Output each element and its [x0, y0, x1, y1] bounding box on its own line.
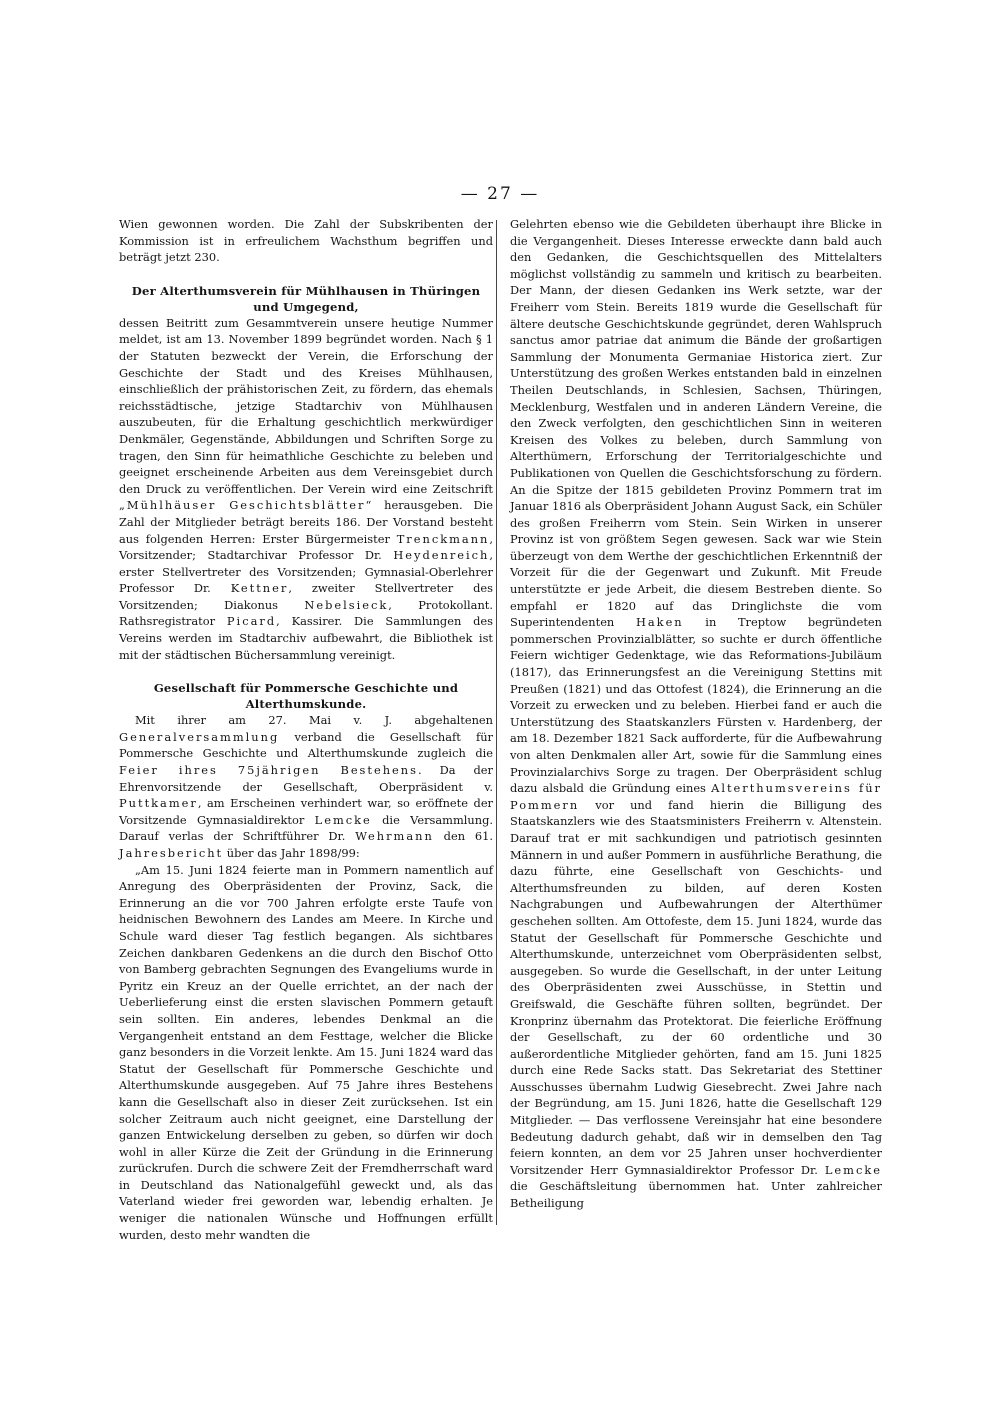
left-column [119, 216, 493, 1243]
text-run: , am Erscheinen verhindert war, so eröffnete der Vorsitzende Gymnasialdirektor [119, 796, 493, 827]
text-run: Gelehrten ebenso wie die Gebildeten überhaupt ihre Blicke in die Vergangenheit. Dieses Interesse erweckte dann bald auch den Gedanken, die Geschichtsquellen des Mittelalters möglichst vollständig zu sammeln und kritisch zu bearbeiten. Der Mann, der diesen Gedanken ins Werk setzte, war der Freiherr vom Stein. Bereits 1819 wurde die Gesellschaft für ältere deutsche Geschichtskunde gegründet, deren Wahlspruch [510, 217, 882, 331]
latin-phrase: Monumenta Germaniae Historica [609, 349, 814, 364]
text-run: die Bände der großartigen Sammlung der [510, 333, 882, 364]
text-run: vor und fand hierin die Billigung des Staatskanzlers wie des Staatsministers Freiherrn v. Altenstein. Darauf trat er mit sachkundigen und patriotisch gesinnten Männern in und außer Pommern in ausführliche Berathung, die dazu führte, eine Gesellschaft von Geschichts- und Alterthumsfreunden zu bilden, auf deren Kosten Nachgrabungen und Aufbewahrungen der Alterthümer geschehen sollten. Am Ottofeste, dem 15. Juni 1824, wurde das Statut der Gesellschaft für Pommersche Geschichte und Alterthumskunde, unterzeichnet vom Oberpräsidenten selbst, ausgegeben. So wurde die Gesellschaft, in der unter Leitung des Oberpräsidenten zwei Ausschüsse, in Stettin und Greifswald, die Geschäfte führen sollten, begründet. Der Kronprinz übernahm das Protektorat. Die feierliche Eröffnung der Gesellschaft, zu der 60 ordentliche und 30 außerordentliche Mitglieder gehörten, fand am 15. Juni 1825 durch eine Rede Sacks statt. Das Sekretariat des Stettiner Ausschusses übernahm Ludwig Giesebrecht. Zwei Jahre nach der Begründung, am 15. Juni 1826, hatte die Gesellschaft 129 Mitglieder. — Das verflossene Vereinsjahr hat eine besondere Bedeutung dadurch gehabt, daß wir in demselben den Tag feiern konnten, an dem vor 25 Jahren unser hochverdienter Vorsitzender Herr Gymnasialdirektor Professor Dr. [510, 797, 882, 1177]
text-run: über das Jahr 1898/99: [223, 846, 360, 860]
person-name: Trenckmann [396, 531, 490, 546]
text-run: dessen Beitritt zum Gesammtverein unsere heutige Nummer meldet, ist am 13. November 1899 begründet worden. Nach § 1 der Statuten bezweckt der Verein, die Erforschung der Geschichte der Stadt und des Kreises Mühlhausen, einschließlich der prähistorischen Zeit, zu fördern, das ehemals reichsstädtische, jetzige Stadtarchiv von Mühlhausen auszubeuten, für die Erhaltung geschichtlich merkwürdiger Denkmäler, Gegenstände, Abbildungen und Schriften Sorge zu tragen, den Sinn für heimathliche Geschichte zu beleben und geeignet erscheinende Arbeiten aus dem Vereinsgebiet durch den Druck zu veröffentlichen. Der Verein wird eine Zeitschrift [119, 315, 493, 496]
person-name: Puttkamer [119, 796, 198, 811]
person-name: Haken [635, 615, 684, 630]
paragraph: Wien gewonnen worden. Die Zahl der Subskribenten der Kommission ist in erfreulichem Wachsthum begriffen und beträgt jetzt 230. [119, 217, 493, 265]
person-name: Heydenreich [393, 548, 490, 563]
column-divider [496, 220, 497, 1225]
section-heading: Gesellschaft für Pommersche Geschichte und Alterthumskunde. [153, 681, 459, 712]
paragraph [119, 315, 493, 663]
text-run: . Da der Ehrenvorsitzende der Gesellschaft, Oberpräsident v. [119, 763, 493, 794]
text-run: , Vorsitzender; Stadtarchivar Professor Dr. [119, 531, 493, 563]
text-run: die Versammlung. Darauf verlas der Schriftführer Dr. [119, 812, 493, 844]
person-name: Kettner [230, 581, 289, 596]
text-run: verband die Gesellschaft für Pommersche Geschichte und Alterthumskunde zugleich die [119, 729, 493, 761]
text-run: , zweiter Stellvertreter des Vorsitzenden; Diakonus [119, 581, 493, 612]
paragraph: „Am 15. Juni 1824 feierte man in Pommern namentlich auf Anregung des Oberpräsidenten der Provinz, Sack, die Erinnerung an die vor 700 Jahren erfolgte erste Taufe von heidnischen Bewohnern des Landes am Meere. In Kirche und Schule ward dieser Tag festlich begangen. Als sichtbares Zeichen dankbaren Gedenkens an die durch den Bischof Otto von Bamberg gebrachten Segnungen des Evangeliums wurde in Pyritz ein Kreuz an der Quelle errichtet, an der nach der Ueberlieferung einst die ersten slavischen Pommern getauft sein sollten. Ein anderes, lebendes Denkmal an die Vergangenheit entstand an dem Festtage, welcher die Blicke ganz besonders in die Vorzeit lenkte. Am 15. Juni 1824 ward das Statut der Gesellschaft für Pommersche Geschichte und Alterthumskunde ausgegeben. Auf 75 Jahre ihres Bestehens kann die Gesellschaft also in dieser Zeit zurücksehen. Ist ein solcher Zeitraum auch nicht geeignet, eine Darstellung der ganzen Entwickelung derselben zu geben, so dürfen wir doch wohl in aller Kürze die Zeit der Gründung in die Erinnerung zurückrufen. Durch die schwere Zeit der Fremdherrschaft ward in Deutschland das Nationalgefühl geweckt und, als das Vaterland wieder frei geworden war, lebendig erhalten. Je weniger die nationalen Wünsche und Hoffnungen erfüllt wurden, desto mehr wandten die [119, 862, 493, 1242]
right-column [510, 216, 882, 1212]
text-run: , Protokollant. Rathsregistrator [119, 597, 493, 629]
text-run: , erster Stellvertreter des Vorsitzenden; Gymnasial-Oberlehrer Professor Dr. [119, 548, 493, 596]
journal-title: „Mühlhäuser Geschichtsblätter“ [119, 498, 374, 513]
text-run: Mit ihrer am 27. Mai v. J. abgehaltenen [135, 713, 493, 728]
emphasis: Generalversammlung [119, 729, 280, 744]
text-run: den 61. [433, 829, 494, 844]
emphasis: Feier ihres 75jährigen Bestehens [119, 763, 418, 778]
emphasis: Jahresbericht [119, 846, 224, 860]
text-run: herausgeben. Die Zahl der Mitglieder beträgt bereits 186. Der Vorstand besteht aus folgenden Herren: Erster Bürgermeister [119, 498, 493, 546]
person-name: Lemcke [824, 1162, 882, 1177]
section-heading: Der Alterthumsverein für Mühlhausen in Thüringen und Umgegend, [131, 283, 481, 314]
paragraph [119, 712, 493, 861]
latin-phrase: sanctus amor patriae dat animum [510, 333, 715, 348]
paragraph [510, 216, 882, 1212]
person-name: Picard [226, 614, 277, 629]
page-number: — 27 — [460, 184, 540, 204]
text-run: , Kassirer. Die Sammlungen des Vereins werden im Stadtarchiv aufbewahrt, die Bibliothek ist mit der städtischen Büchersammlung vereinigt. [119, 614, 493, 662]
text-run: ziert. Zur Unterstützung des großen Werkes entstanden bald in einzelnen Theilen Deutschlands, in Schlesien, Sachsen, Thüringen, Mecklenburg, Westfalen und in anderen Ländern Vereine, die den Zweck verfolgten, den geschichtlichen Sinn in weiteren Kreisen des Volkes zu beleben, durch Sammlung von Alterthümern, Erforschung der Territorialgeschichte und Publikationen von Quellen die Geschichtsforschung zu fördern. An die Spitze der 1815 gebildeten Provinz Pommern trat im Januar 1816 als Oberpräsident Johann August Sack, ein Schüler des großen Freiherrn vom Stein. Sein Wirken in unserer Provinz ist von größtem Segen gewesen. Sack war wie Stein überzeugt von dem Werthe der geschichtlichen Erkenntniß der Vorzeit für die der Gegenwart und Zukunft. Mit Freude unterstützte er jede Arbeit, die diesem Bestreben diente. So empfahl er 1820 auf das Dringlichste die vom Superintendenten [510, 349, 883, 630]
person-name: Lemcke [314, 812, 372, 827]
text-run: die Geschäftsleitung übernommen hat. Unter zahlreicher Betheiligung [510, 1179, 882, 1211]
emphasis: Alterthumsvereins für Pommern [510, 781, 882, 812]
text-run: in Treptow begründeten pommerschen Provinzialblätter, so suchte er durch öffentliche Feiern wichtiger Gedenktage, wie das Reformations-Jubiläum (1817), das Erinnerungsfest an die Vereinigung Stettins mit Preußen (1821) und das Ottofest (1824), die Erinnerung an die Vorzeit zu erwecken und zu beleben. Hierbei fand er auch die Unterstützung des Staatskanzlers Fürsten v. Hardenberg, der am 18. Dezember 1821 Sack aufforderte, für die Aufbewahrung von alten Denkmalen aller Art, sowie für die Sammlung eines Provinzialarchivs Sorge zu tragen. Der Oberpräsident schlug dazu alsbald die Gründung eines [510, 615, 882, 796]
person-name: Wehrmann [355, 829, 434, 844]
person-name: Nebelsieck [304, 597, 389, 612]
